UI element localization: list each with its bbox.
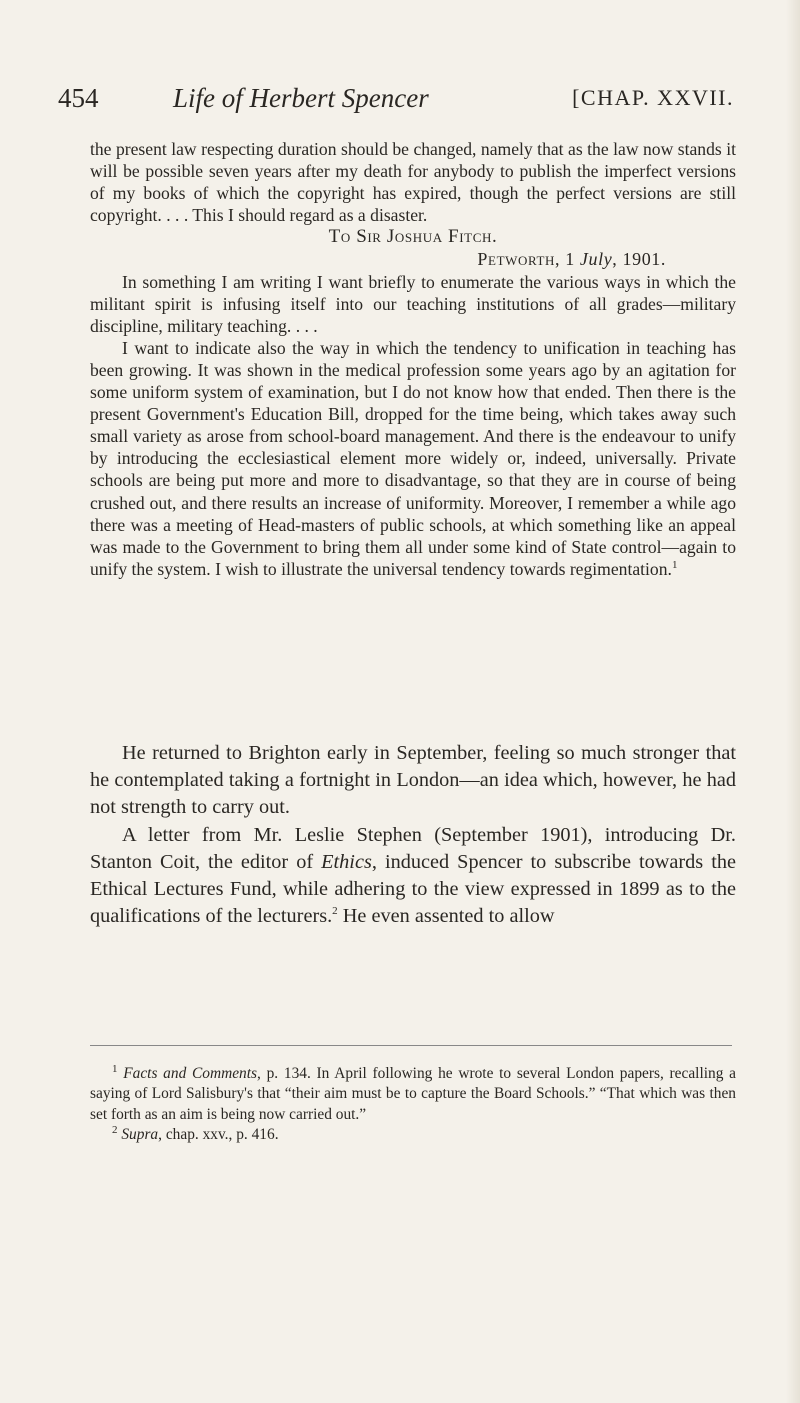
- page-edge-shadow: [786, 0, 800, 1403]
- footnote-number: 2: [112, 1124, 118, 1137]
- body-text: [90, 740, 736, 930]
- footnote-source-title: Supra: [121, 1126, 159, 1144]
- footnote-source-title: Facts and Comments: [123, 1065, 257, 1082]
- letter-dateline: [90, 248, 736, 270]
- dateline-month: July: [579, 249, 613, 270]
- quoted-letters: [90, 138, 736, 580]
- page-number: 454: [58, 83, 99, 113]
- letter-paragraph: [90, 337, 736, 580]
- body-paragraph-text: A letter from Mr. Leslie Stephen (September 1901), introducing Dr. Stanton Coit, the editor of: [90, 823, 736, 873]
- journal-title: Ethics: [321, 850, 372, 873]
- body-paragraph: He returned to Brighton early in September, feeling so much stronger that he contemplated taking a fortnight in London—an idea which, however, he had not strength to carry out.: [90, 742, 736, 819]
- letter-paragraph-text: I want to indicate also the way in which the tendency to unification in teaching has been growing. It was shown in the medical profession some years ago by an agitation for some uniform system of examination, but I do not know how that ended. Then there is the present Government's Education Bill, dropped for the time being, which takes away such small variety as arose from school-board management. And there is the endeavour to unify by introducing the ecclesiastical element more widely or, indeed, universally. Private schools are being put more and more to disadvantage, so that they are in course of being crushed out, and there results an increase of uniformity. Moreover, I remember a while ago there was a meeting of Head-masters of public schools, at which something like an appeal was made to the Government to bring them all under some kind of State control—again to unify the system. I wish to illustrate the universal tendency towards regimentation.: [90, 337, 736, 579]
- footnotes: [90, 1064, 736, 1146]
- chapter-reference: [CHAP. XXVII.: [572, 85, 734, 110]
- running-title: Life of Herbert Spencer: [173, 83, 429, 113]
- footnote-marker: 2: [332, 905, 338, 918]
- footnote: [90, 1064, 736, 1125]
- body-paragraph-text: He even assented to allow: [337, 905, 555, 928]
- footnote-marker: 1: [671, 558, 678, 571]
- page-header: [58, 78, 734, 118]
- dateline-year: , 1901.: [612, 249, 666, 270]
- dateline-place: Petworth, 1: [477, 249, 575, 270]
- letter-paragraph: In something I am writing I want briefly to enumerate the various ways in which the militant spirit is infusing itself into our teaching institutions of all grades—military discipline, military teaching. . . .: [90, 271, 736, 336]
- footnote: [90, 1125, 736, 1145]
- footnote-text: , p. 134. In April following he wrote to several London papers, recalling a saying of Lord Salisbury's that “their aim must be to capture the Board Schools.” “That which was then set forth as an aim is being now carried out.”: [90, 1065, 736, 1123]
- footnote-text: , chap. xxv., p. 416.: [158, 1126, 279, 1144]
- body-paragraph: [90, 822, 736, 931]
- body-paragraph-text: , induced Spencer to subscribe towards the Ethical Lectures Fund, while adhering to the view expressed in 1899 as to the qualifications of the lecturers.: [90, 850, 736, 928]
- footnote-rule: [90, 1045, 732, 1046]
- letter-paragraph: the present law respecting duration should be changed, namely that as the law now stands it will be possible seven years after my death for anybody to publish the imperfect versions of my books of which the copyright has expired, though the perfect versions are still copyright. . . . This I should regard as a disaster.: [90, 139, 736, 226]
- letter-recipient-heading: To Sir Joshua Fitch.: [328, 226, 498, 248]
- footnote-number: 1: [112, 1062, 118, 1075]
